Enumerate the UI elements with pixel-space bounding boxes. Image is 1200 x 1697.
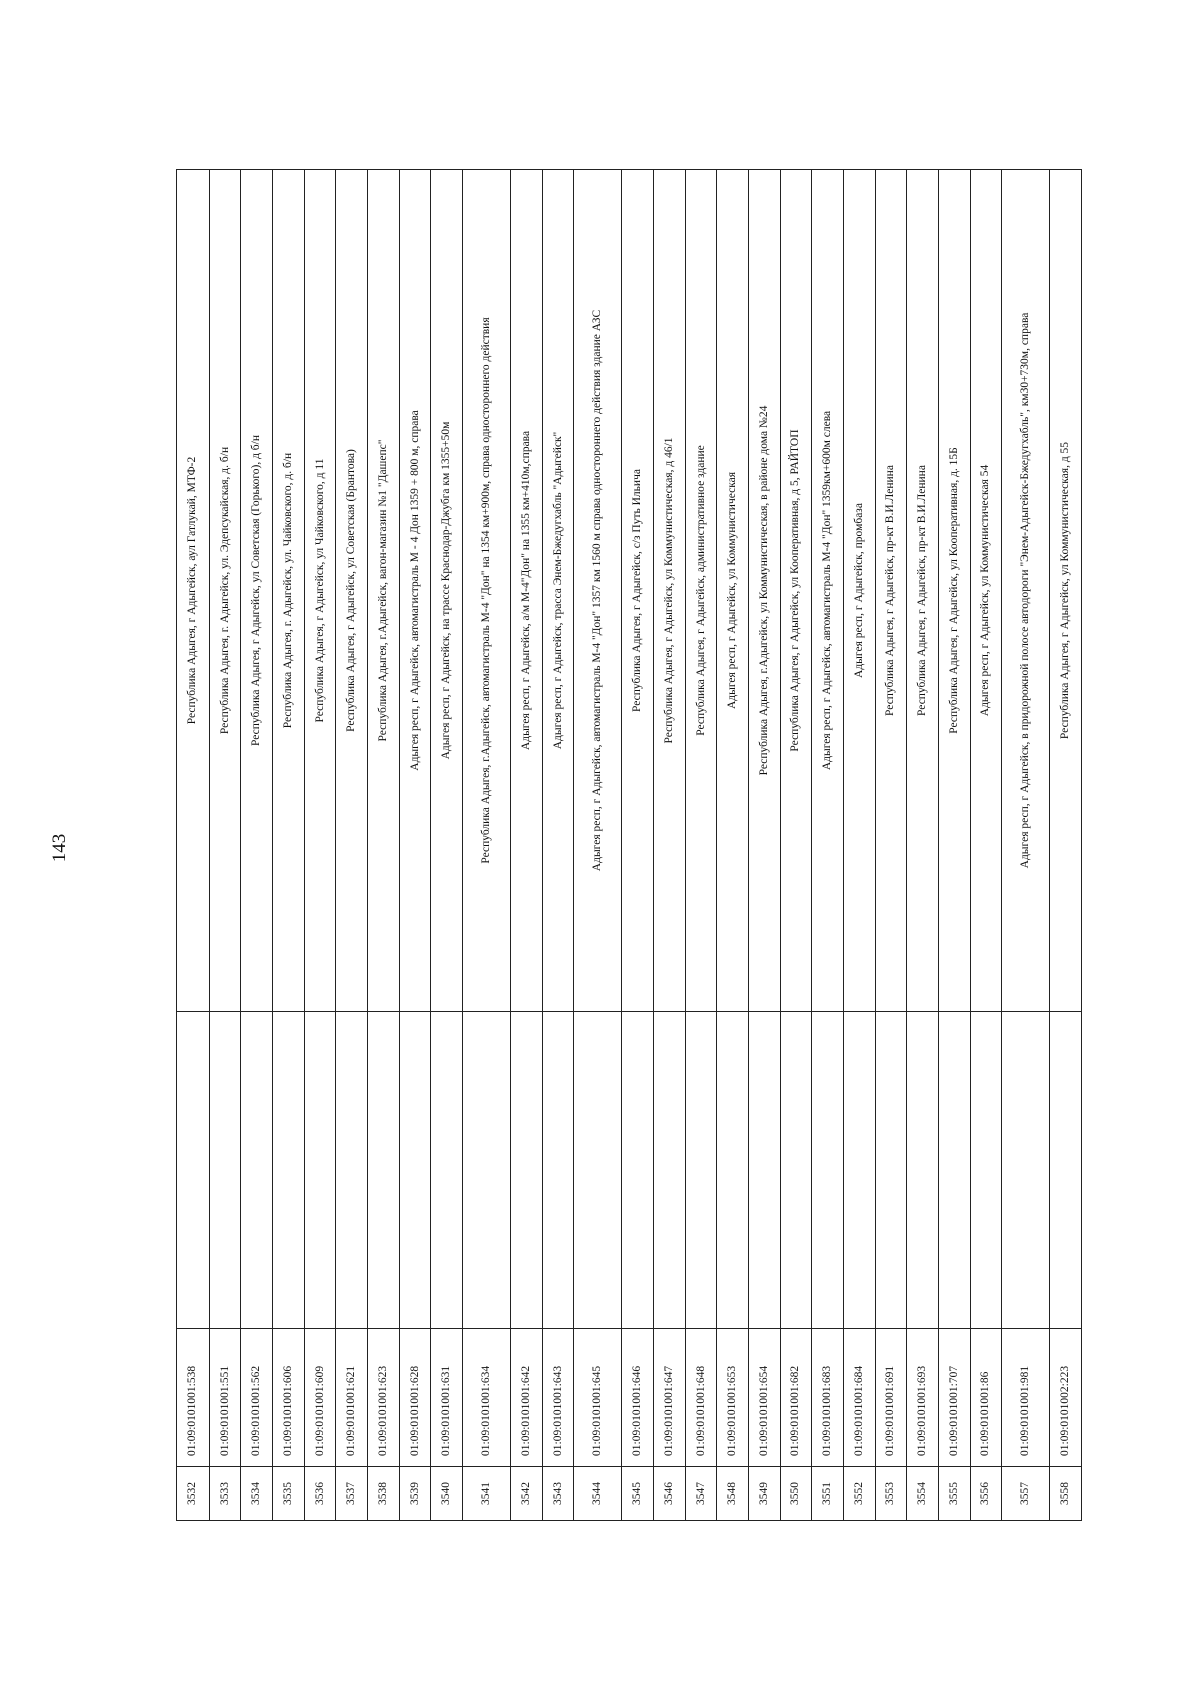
empty-cell xyxy=(336,1012,368,1329)
address-cell: Республика Адыгея, г Адыгейск, ул Коммунистическая, д 46/1 xyxy=(654,170,686,1012)
cadastral-number-cell: 01:09:0101001:647 xyxy=(654,1329,686,1467)
register-table xyxy=(176,169,1082,1521)
table-row xyxy=(241,170,273,1521)
row-number-cell: 3541 xyxy=(463,1467,511,1521)
table-row xyxy=(907,170,939,1521)
row-number-cell: 3556 xyxy=(970,1467,1002,1521)
address-cell: Республика Адыгея, г Адыгейск, пр-кт В.И.Ленина xyxy=(875,170,907,1012)
table-row xyxy=(574,170,622,1521)
empty-cell xyxy=(177,1012,210,1329)
row-number-cell: 3551 xyxy=(812,1467,844,1521)
table-row xyxy=(812,170,844,1521)
address-cell: Республика Адыгея, г.Адыгейск, автомагистраль М-4 "Дон" на 1354 км+900м, справа одностороннего действия xyxy=(463,170,511,1012)
cadastral-number-cell: 01:09:0101001:86 xyxy=(970,1329,1002,1467)
row-number-cell: 3547 xyxy=(685,1467,717,1521)
table-row xyxy=(843,170,875,1521)
empty-cell xyxy=(463,1012,511,1329)
register-table-wrapper xyxy=(176,170,1082,1521)
cadastral-number-cell: 01:09:0101001:654 xyxy=(749,1329,781,1467)
cadastral-number-cell: 01:09:0101001:645 xyxy=(574,1329,622,1467)
cadastral-number-cell: 01:09:0101001:538 xyxy=(177,1329,210,1467)
address-cell: Адыгея респ, г Адыгейск, на трассе Краснодар-Джубга км 1355+50м xyxy=(431,170,463,1012)
table-row xyxy=(463,170,511,1521)
address-cell: Республика Адыгея, г Адыгейск, с/з Путь Ильича xyxy=(622,170,654,1012)
row-number-cell: 3546 xyxy=(654,1467,686,1521)
page-number: 143 xyxy=(49,833,70,863)
empty-cell xyxy=(542,1012,574,1329)
address-cell: Республика Адыгея, г Адыгейск, ул Чайковского, д 11 xyxy=(304,170,336,1012)
table-row xyxy=(938,170,970,1521)
address-cell: Республика Адыгея, г Адыгейск, ул Коммунистическая, д 55 xyxy=(1050,170,1082,1012)
empty-cell xyxy=(304,1012,336,1329)
address-cell: Адыгея респ, г Адыгейск, а/м М-4"Дон" на 1355 км+410м,справа xyxy=(511,170,543,1012)
row-number-cell: 3542 xyxy=(511,1467,543,1521)
cadastral-number-cell: 01:09:0101001:634 xyxy=(463,1329,511,1467)
empty-cell xyxy=(907,1012,939,1329)
cadastral-number-cell: 01:09:0101002:223 xyxy=(1050,1329,1082,1467)
row-number-cell: 3550 xyxy=(780,1467,812,1521)
address-cell: Республика Адыгея, г Адыгейск, административное здание xyxy=(685,170,717,1012)
row-number-cell: 3537 xyxy=(336,1467,368,1521)
cadastral-number-cell: 01:09:0101001:683 xyxy=(812,1329,844,1467)
address-cell: Республика Адыгея, г. Адыгейск, ул. Эдепсукайская, д. б/н xyxy=(209,170,241,1012)
cadastral-number-cell: 01:09:0101001:621 xyxy=(336,1329,368,1467)
table-row xyxy=(970,170,1002,1521)
empty-cell xyxy=(938,1012,970,1329)
address-cell: Адыгея респ, г Адыгейск, ул Коммунистическая 54 xyxy=(970,170,1002,1012)
empty-cell xyxy=(431,1012,463,1329)
cadastral-number-cell: 01:09:0101001:646 xyxy=(622,1329,654,1467)
row-number-cell: 3534 xyxy=(241,1467,273,1521)
empty-cell xyxy=(399,1012,431,1329)
empty-cell xyxy=(843,1012,875,1329)
row-number-cell: 3535 xyxy=(273,1467,305,1521)
row-number-cell: 3538 xyxy=(368,1467,400,1521)
empty-cell xyxy=(875,1012,907,1329)
row-number-cell: 3555 xyxy=(938,1467,970,1521)
address-cell: Республика Адыгея, г Адыгейск, ул Кооперативная, д 5, РАЙТОП xyxy=(780,170,812,1012)
empty-cell xyxy=(970,1012,1002,1329)
table-row xyxy=(749,170,781,1521)
empty-cell xyxy=(368,1012,400,1329)
empty-cell xyxy=(812,1012,844,1329)
register-table-body xyxy=(177,170,1082,1521)
table-row xyxy=(177,170,210,1521)
address-cell: Адыгея респ, г Адыгейск, автомагистраль М-4 "Дон" 1357 км 1560 м справа одностороннего действия здание АЗС xyxy=(574,170,622,1012)
row-number-cell: 3532 xyxy=(177,1467,210,1521)
empty-cell xyxy=(749,1012,781,1329)
row-number-cell: 3539 xyxy=(399,1467,431,1521)
empty-cell xyxy=(717,1012,749,1329)
cadastral-number-cell: 01:09:0101001:691 xyxy=(875,1329,907,1467)
cadastral-number-cell: 01:09:0101001:682 xyxy=(780,1329,812,1467)
empty-cell xyxy=(273,1012,305,1329)
row-number-cell: 3554 xyxy=(907,1467,939,1521)
cadastral-number-cell: 01:09:0101001:628 xyxy=(399,1329,431,1467)
address-cell: Адыгея респ, г Адыгейск, ул Коммунистическая xyxy=(717,170,749,1012)
row-number-cell: 3543 xyxy=(542,1467,574,1521)
table-row xyxy=(717,170,749,1521)
address-cell: Республика Адыгея, г Адыгейск, ул Советская (Горького), д б/н xyxy=(241,170,273,1012)
address-cell: Адыгея респ, г Адыгейск, автомагистраль М - 4 Дон 1359 + 800 м, справа xyxy=(399,170,431,1012)
row-number-cell: 3552 xyxy=(843,1467,875,1521)
row-number-cell: 3540 xyxy=(431,1467,463,1521)
address-cell: Республика Адыгея, г.Адыгейск, ул Коммунистическая, в районе дома №24 xyxy=(749,170,781,1012)
address-cell: Республика Адыгея, г.Адыгейск, вагон-магазин №1 "Дашепс" xyxy=(368,170,400,1012)
empty-cell xyxy=(241,1012,273,1329)
table-row xyxy=(336,170,368,1521)
address-cell: Адыгея респ, г Адыгейск, трасса Энем-Бжедугхабль "Адыгейск" xyxy=(542,170,574,1012)
table-row xyxy=(542,170,574,1521)
table-row xyxy=(431,170,463,1521)
cadastral-number-cell: 01:09:0101001:562 xyxy=(241,1329,273,1467)
row-number-cell: 3557 xyxy=(1002,1467,1050,1521)
cadastral-number-cell: 01:09:0101001:693 xyxy=(907,1329,939,1467)
address-cell: Адыгея респ, г Адыгейск, автомагистраль М-4 "Дон" 1359км+600м слева xyxy=(812,170,844,1012)
table-row xyxy=(875,170,907,1521)
cadastral-number-cell: 01:09:0101001:609 xyxy=(304,1329,336,1467)
cadastral-number-cell: 01:09:0101001:981 xyxy=(1002,1329,1050,1467)
empty-cell xyxy=(511,1012,543,1329)
empty-cell xyxy=(1002,1012,1050,1329)
address-cell: Адыгея респ, г Адыгейск, в придорожной полосе автодороги "Энем-Адыгейск-Бжедугхабль", км30+730м, справа xyxy=(1002,170,1050,1012)
cadastral-number-cell: 01:09:0101001:642 xyxy=(511,1329,543,1467)
table-row xyxy=(399,170,431,1521)
cadastral-number-cell: 01:09:0101001:643 xyxy=(542,1329,574,1467)
empty-cell xyxy=(685,1012,717,1329)
empty-cell xyxy=(780,1012,812,1329)
address-cell: Республика Адыгея, г. Адыгейск, ул. Чайковского, д. б/н xyxy=(273,170,305,1012)
cadastral-number-cell: 01:09:0101001:648 xyxy=(685,1329,717,1467)
table-row xyxy=(209,170,241,1521)
row-number-cell: 3536 xyxy=(304,1467,336,1521)
table-row xyxy=(368,170,400,1521)
row-number-cell: 3558 xyxy=(1050,1467,1082,1521)
table-row xyxy=(622,170,654,1521)
empty-cell xyxy=(654,1012,686,1329)
empty-cell xyxy=(574,1012,622,1329)
table-row xyxy=(511,170,543,1521)
empty-cell xyxy=(622,1012,654,1329)
cadastral-number-cell: 01:09:0101001:631 xyxy=(431,1329,463,1467)
row-number-cell: 3549 xyxy=(749,1467,781,1521)
table-row xyxy=(304,170,336,1521)
address-cell: Республика Адыгея, г Адыгейск, аул Гатлукай, МТФ-2 xyxy=(177,170,210,1012)
table-row xyxy=(273,170,305,1521)
cadastral-number-cell: 01:09:0101001:606 xyxy=(273,1329,305,1467)
table-row xyxy=(1002,170,1050,1521)
table-row xyxy=(685,170,717,1521)
address-cell: Адыгея респ, г Адыгейск, промбаза xyxy=(843,170,875,1012)
address-cell: Республика Адыгея, г Адыгейск, ул Советская (Брантова) xyxy=(336,170,368,1012)
empty-cell xyxy=(209,1012,241,1329)
table-row xyxy=(780,170,812,1521)
row-number-cell: 3553 xyxy=(875,1467,907,1521)
cadastral-number-cell: 01:09:0101001:623 xyxy=(368,1329,400,1467)
cadastral-number-cell: 01:09:0101001:707 xyxy=(938,1329,970,1467)
cadastral-number-cell: 01:09:0101001:653 xyxy=(717,1329,749,1467)
cadastral-number-cell: 01:09:0101001:551 xyxy=(209,1329,241,1467)
table-row xyxy=(1050,170,1082,1521)
row-number-cell: 3548 xyxy=(717,1467,749,1521)
address-cell: Республика Адыгея, г Адыгейск, ул Кооперативная, д. 15Б xyxy=(938,170,970,1012)
row-number-cell: 3544 xyxy=(574,1467,622,1521)
empty-cell xyxy=(1050,1012,1082,1329)
row-number-cell: 3533 xyxy=(209,1467,241,1521)
address-cell: Республика Адыгея, г Адыгейск, пр-кт В.И.Ленина xyxy=(907,170,939,1012)
table-row xyxy=(654,170,686,1521)
cadastral-number-cell: 01:09:0101001:684 xyxy=(843,1329,875,1467)
row-number-cell: 3545 xyxy=(622,1467,654,1521)
